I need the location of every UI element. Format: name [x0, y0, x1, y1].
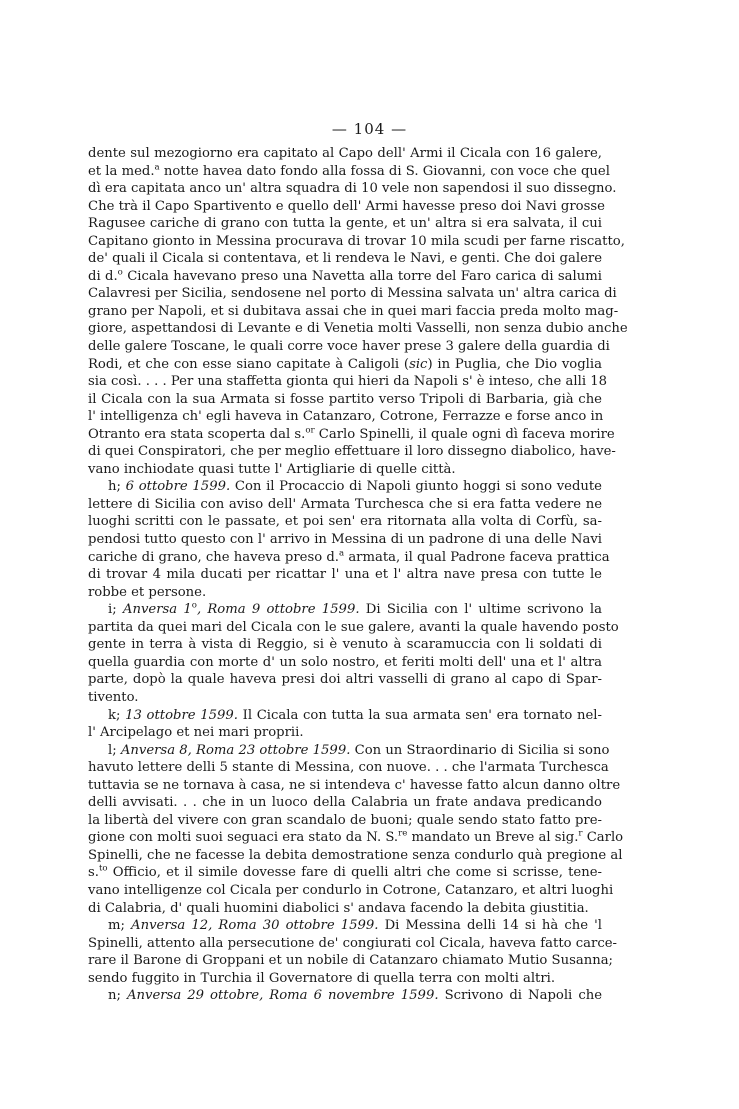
- text-line: [88, 601, 602, 619]
- text-span: Cicala havevano preso una Navetta alla torre del Faro carica di salumi: [122, 268, 602, 284]
- text-span: armata, il qual Padrone faceva prattica: [344, 549, 610, 565]
- text-span: havuto lettere delli 5 stante di Messina, con nuove. . . che l'armata Turchesca: [88, 760, 609, 776]
- text-line: [88, 425, 615, 444]
- text-span: l' Arcipelago et nei mari proprii.: [88, 725, 304, 741]
- text-line: [88, 724, 602, 742]
- text-span: a: [339, 548, 345, 559]
- text-line: [88, 496, 602, 514]
- text-line: [88, 636, 602, 654]
- text-line: [88, 952, 613, 970]
- text-line: [88, 689, 602, 707]
- text-span: sic: [409, 356, 428, 372]
- text-line: [88, 777, 621, 795]
- text-span: Di Sicilia con l' ultime scrivono la: [359, 602, 602, 618]
- text-span: Carlo Spinelli, il quale ogni dì faceva morire: [314, 426, 615, 442]
- text-span: Rodi, et che con esse siano capitate à Caligoli (: [88, 356, 410, 372]
- text-span: cariche di grano, che haveva preso d.: [88, 549, 339, 565]
- text-line: [88, 900, 602, 918]
- text-span: et la med.: [88, 163, 155, 179]
- text-span: giore, aspettandosi di Levante e di Venetia molti Vasselli, non senza dubio anche: [88, 321, 628, 337]
- text-span: Calavresi per Sicilia, sendosene nel porto di Messina salvata un' altra carica di: [88, 286, 617, 302]
- text-span: l' intelligenza ch' egli haveva in Catanzaro, Cotrone, Ferrazze e forse anco in: [88, 409, 604, 425]
- text-span: notte havea dato fondo alla fossa di S. Giovanni, con voce che quel: [159, 163, 610, 179]
- text-span: vano intelligenze col Cicala per condurlo in Cotrone, Catanzaro, et altri luoghi: [88, 882, 614, 898]
- text-line: [88, 742, 610, 760]
- text-line: [88, 443, 616, 461]
- text-span: m;: [108, 918, 132, 934]
- text-span: sendo fuggito in Turchia il Governatore di quella terra con molti altri.: [88, 970, 556, 986]
- text-span: 13 ottobre 1599.: [125, 707, 238, 723]
- text-span: il Cicala con la sua Armata si fosse partito verso Tripoli di Barbaria, già che: [88, 391, 602, 407]
- text-span: rare il Barone di Groppani et un nobile di Catanzaro chiamato Mutio Susanna;: [88, 953, 613, 969]
- text-span: Capitano gionto in Messina procurava di trovar 10 mila scudi per farne riscatto,: [88, 233, 625, 249]
- text-span: Di Messina delli 14 si hà che 'l: [378, 918, 603, 934]
- text-span: Ragusee cariche di grano con tutta la gente, et un' altra si era salvata, il cui: [88, 216, 602, 232]
- text-span: de' quali il Cicala si contentava, et li rendeva le Navi, e genti. Che doi galere: [88, 251, 602, 267]
- text-span: di d.: [88, 268, 118, 284]
- text-span: Officio, et il simile dovesse fare di quelli altri che come si scrisse, tene-: [107, 865, 602, 881]
- text-span: ) in Puglia, che Dio voglia: [427, 356, 602, 372]
- text-line: [88, 250, 602, 268]
- text-span: partita da quei mari del Cicala con le sue galere, avanti la quale havendo posto: [88, 619, 619, 635]
- text-span: l;: [108, 742, 121, 758]
- text-line: [88, 847, 623, 865]
- text-span: to: [98, 864, 108, 875]
- text-span: i;: [108, 602, 123, 618]
- text-span: sia così. . . . Per una staffetta gionta qui hieri da Napoli s' è inteso, che alli 18: [88, 374, 608, 390]
- text-span: quella guardia con morte d' un solo nostro, et feriti molti dell' una et l' altra: [88, 654, 602, 670]
- text-span: Con un Straordinario di Sicilia si sono: [350, 742, 610, 758]
- text-line: [88, 759, 609, 777]
- text-span: luoghi scritti con le passate, et poi sen' era ritornata alla volta di Corfù, sa-: [88, 514, 602, 530]
- text-span: Il Cicala con tutta la sua armata sen' era tornato nel-: [237, 707, 602, 723]
- text-span: di quei Conspiratori, che per meglio effettuare il loro dissegno diabolico, have-: [88, 444, 616, 460]
- text-span: or: [305, 425, 315, 436]
- text-line: [88, 268, 602, 286]
- text-span: 6 ottobre 1599.: [125, 479, 231, 495]
- text-line: [88, 320, 628, 338]
- text-line: [88, 233, 625, 251]
- text-line: [88, 917, 602, 935]
- text-line: [88, 180, 617, 198]
- text-line: [88, 513, 602, 531]
- text-line: [88, 935, 617, 953]
- text-span: o: [191, 600, 197, 611]
- text-span: Anversa 8, Roma 23 ottobre 1599.: [120, 742, 351, 758]
- text-span: Otranto era stata scoperta dal s.: [88, 426, 306, 442]
- text-span: Che trà il Capo Spartivento e quello dell' Armi havesse preso doi Navi grosse: [88, 198, 605, 214]
- text-span: gente in terra à vista di Reggio, si è venuto à scaramuccia con li soldati di: [88, 637, 602, 653]
- text-span: o: [117, 267, 123, 278]
- text-line: [88, 566, 602, 584]
- text-line: [88, 303, 619, 321]
- text-span: re: [398, 828, 408, 839]
- text-span: la libertà del vivere con gran scandalo de buoni; quale sendo stato fatto pre-: [88, 812, 602, 828]
- text-span: dente sul mezogiorno era capitato al Capo dell' Armi il Cicala con 16 galere,: [88, 146, 602, 161]
- text-line: [88, 145, 602, 163]
- text-line: [88, 198, 605, 216]
- text-span: Carlo: [582, 830, 624, 846]
- text-line: [88, 987, 602, 1005]
- text-line: [88, 461, 602, 479]
- text-span: Anversa 29 ottobre, Roma 6 novembre 1599.: [126, 988, 439, 1004]
- text-line: [88, 970, 602, 988]
- text-span: Anversa 1: [122, 602, 192, 618]
- text-span: gione con molti suoi seguaci era stato da N. S.: [88, 830, 399, 846]
- text-span: k;: [108, 707, 126, 723]
- body-text: [88, 145, 628, 1005]
- text-span: parte, dopò la quale haveva presi doi altri vasselli di grano al capo di Spar-: [88, 672, 602, 688]
- text-span: delli avvisati. . . che in un luoco della Calabria un frate andava predicando: [88, 795, 602, 811]
- text-line: [88, 285, 617, 303]
- text-span: s.: [88, 865, 99, 881]
- text-line: [88, 864, 602, 882]
- page-number: — 104 —: [331, 120, 408, 138]
- text-span: robbe et persone.: [88, 584, 207, 600]
- text-span: di trovar 4 mila ducati per ricattar l' una et l' altra nave presa con tutte le: [88, 567, 602, 583]
- text-span: Spinelli, attento alla persecutione de' congiurati col Cicala, haveva fatto carce-: [88, 935, 617, 951]
- text-line: [88, 882, 614, 900]
- text-span: r: [578, 828, 583, 839]
- text-line: [88, 373, 608, 391]
- text-span: , Roma 9 ottobre 1599.: [196, 602, 360, 618]
- text-line: [88, 828, 624, 847]
- text-span: di Calabria, d' quali huomini diabolici s' andava facendo la debita giustitia.: [88, 900, 589, 916]
- text-line: [88, 654, 602, 672]
- text-line: [88, 478, 602, 496]
- text-line: [88, 408, 602, 426]
- text-line: [88, 619, 619, 637]
- text-line: [88, 162, 610, 181]
- text-line: [88, 812, 602, 830]
- text-span: vano inchiodate quasi tutte l' Artigliarie di quelle città.: [88, 461, 456, 477]
- text-span: Spinelli, che ne facesse la debita demostratione senza condurlo quà pregione al: [88, 847, 623, 863]
- text-span: Scrivono di Napoli che: [438, 988, 602, 1004]
- text-span: h;: [108, 479, 126, 495]
- text-span: n;: [108, 988, 127, 1004]
- text-span: dì era capitata anco un' altra squadra di 10 vele non sapendosi il suo dissegno.: [88, 181, 617, 197]
- text-span: tuttavia se ne tornava à casa, ne si intendeva c' havesse fatto alcun danno oltre: [88, 777, 621, 793]
- text-span: Con il Procaccio di Napoli giunto hoggi si sono vedute: [230, 479, 602, 495]
- text-line: [88, 794, 602, 812]
- text-line: [88, 215, 602, 233]
- text-span: Anversa 12, Roma 30 ottobre 1599.: [131, 918, 379, 934]
- text-line: [88, 531, 602, 549]
- text-span: mandato un Breve al sig.: [407, 830, 579, 846]
- text-line: [88, 707, 602, 725]
- text-line: [88, 584, 602, 602]
- text-span: grano per Napoli, et si dubitava assai che in quei mari faccia preda molto mag-: [88, 303, 619, 319]
- text-line: [88, 671, 602, 689]
- text-line: [88, 356, 602, 374]
- text-span: delle galere Toscane, le quali corre voce haver prese 3 galere della guardia di: [88, 339, 610, 355]
- text-span: a: [154, 162, 160, 173]
- text-line: [88, 548, 610, 567]
- text-line: [88, 338, 610, 356]
- text-line: [88, 391, 602, 409]
- text-span: pendosi tutto questo con l' arrivo in Messina di un padrone di una delle Navi: [88, 532, 602, 548]
- text-span: lettere di Sicilia con aviso dell' Armata Turchesca che si era fatta vedere ne: [88, 496, 602, 512]
- text-span: tivento.: [88, 689, 139, 705]
